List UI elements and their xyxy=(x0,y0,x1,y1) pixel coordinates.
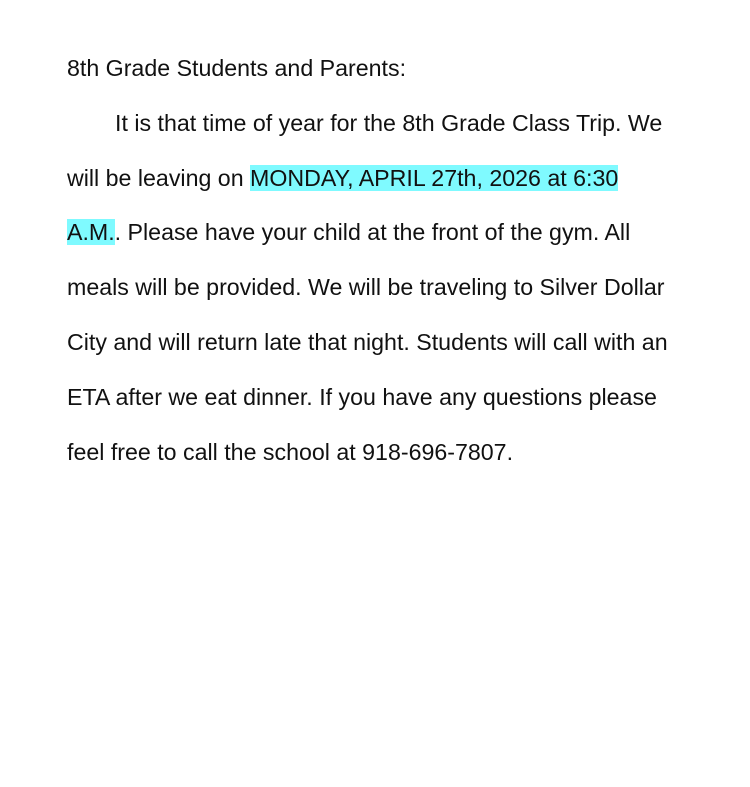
body-text: City and will return late that night. Students will call with an xyxy=(67,328,668,355)
body-line-7 xyxy=(67,436,697,491)
highlighted-date-text: MONDAY, APRIL 27th, 2026 at 6:30 xyxy=(250,164,619,191)
letter-body xyxy=(67,52,697,490)
greeting-line xyxy=(67,52,697,107)
body-line-6 xyxy=(67,381,697,436)
highlighted-time-text: A.M. xyxy=(67,219,115,246)
body-text: It is that time of year for the 8th Grade Class Trip. We xyxy=(115,109,663,136)
body-line-3 xyxy=(67,216,697,271)
body-text: meals will be provided. We will be traveling to Silver Dollar xyxy=(67,274,665,301)
body-line-4 xyxy=(67,271,697,326)
body-text: . Please have your child at the front of the gym. All xyxy=(114,219,631,246)
body-line-5 xyxy=(67,326,697,381)
body-text: will be leaving on xyxy=(67,164,251,191)
body-text: feel free to call the school at 918-696-7807. xyxy=(67,438,514,465)
body-line-2 xyxy=(67,162,697,217)
greeting-text: 8th Grade Students and Parents: xyxy=(67,55,407,81)
body-line-1 xyxy=(67,107,697,162)
body-text: ETA after we eat dinner. If you have any questions please xyxy=(67,383,657,410)
